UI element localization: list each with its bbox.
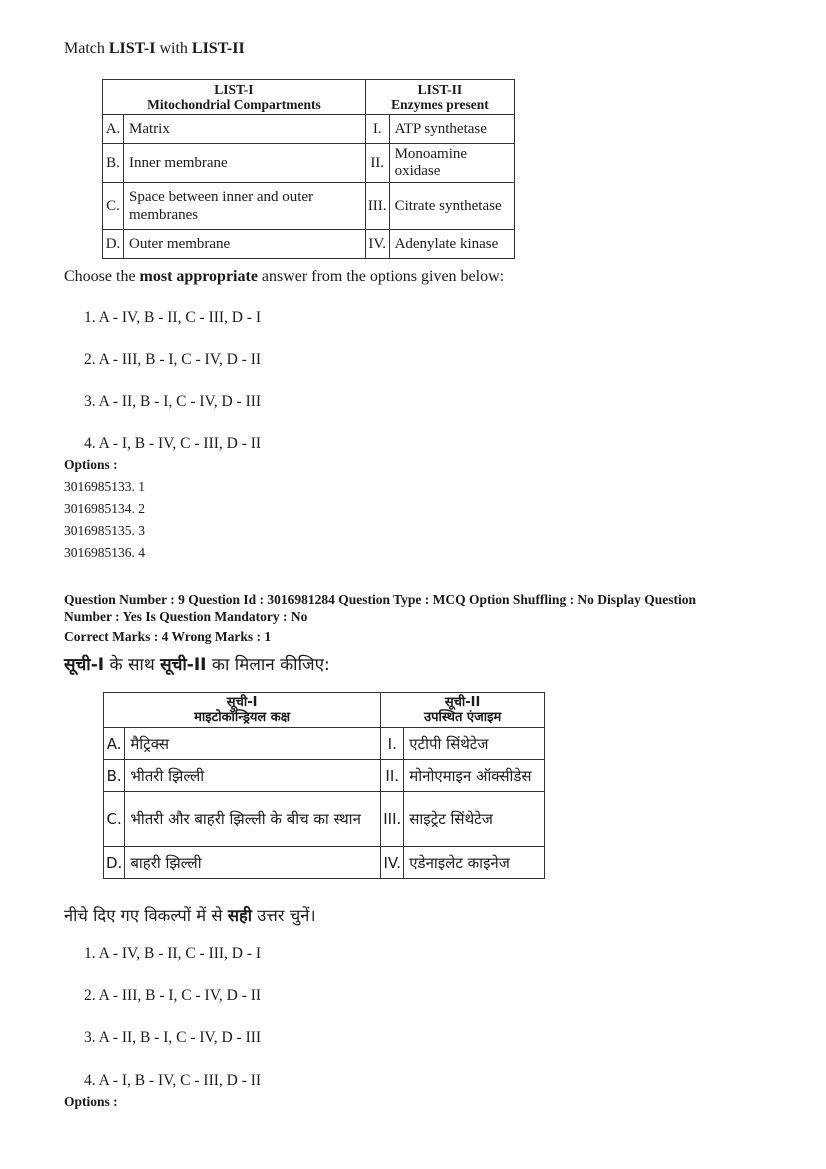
options-label: Options : <box>64 1094 118 1109</box>
heading-list2: LIST-II <box>191 40 245 57</box>
list1-subtitle: माइटोकॉन्ड्रियल कक्ष <box>194 710 291 725</box>
table-row <box>103 230 515 259</box>
table-header-row <box>104 693 545 728</box>
row-label: D. <box>103 230 124 259</box>
list2-title: LIST-II <box>417 82 463 97</box>
row-item: भीतरी और बाहरी झिल्ली के बीच का स्थान <box>125 792 381 847</box>
table-row <box>103 115 515 144</box>
list1-subtitle: Mitochondrial Compartments <box>147 97 321 112</box>
meta-line-1: Question Number : 9 Question Id : 3016981284 Question Type : MCQ Option Shuffling : No Display Question <box>64 592 696 607</box>
heading-mid-hindi: के साथ <box>104 655 161 675</box>
option-id: 3016985133. 1 <box>64 479 145 494</box>
choose-bold-hindi: सही <box>227 906 253 925</box>
row-item: भीतरी झिल्ली <box>125 760 381 792</box>
row-label: IV. <box>365 230 389 259</box>
marks-line: Correct Marks : 4 Wrong Marks : 1 <box>64 629 272 644</box>
answer-option-4: 4. A - I, B - IV, C - III, D - II <box>84 1072 262 1089</box>
heading-list1-hindi: सूची-I <box>64 655 105 675</box>
list2-header <box>381 693 545 728</box>
option-id: 3016985136. 4 <box>64 545 145 560</box>
match-heading-hindi <box>64 652 330 675</box>
table-header-row <box>103 80 515 115</box>
answer-option-2: 2. A - III, B - I, C - IV, D - II <box>84 351 262 368</box>
row-label: B. <box>103 144 124 183</box>
row-item: बाहरी झिल्ली <box>125 847 381 879</box>
list2-subtitle: उपस्थित एंजाइम <box>423 710 502 725</box>
choose-suffix: answer from the options given below: <box>257 268 505 285</box>
choose-suffix-hindi: उत्तर चुनें। <box>252 906 316 925</box>
row-item: एटीपी सिंथेटेज <box>404 728 545 760</box>
list1-title: सूची-I <box>226 695 258 710</box>
list1-header <box>103 80 366 115</box>
row-item: मोनोएमाइन ऑक्सीडेस <box>404 760 545 792</box>
row-item: Matrix <box>124 115 366 144</box>
list1-title: LIST-I <box>214 82 254 97</box>
row-label: I. <box>365 115 389 144</box>
match-heading <box>64 40 245 58</box>
row-label: II. <box>365 144 389 183</box>
answer-option-3: 3. A - II, B - I, C - IV, D - III <box>84 393 262 410</box>
row-label: IV. <box>381 847 404 879</box>
row-label: C. <box>103 183 124 230</box>
choose-prefix-hindi: नीचे दिए गए विकल्पों में से <box>64 906 228 925</box>
meta-line-2: Number : Yes Is Question Mandatory : No <box>64 609 308 624</box>
list2-header <box>365 80 514 115</box>
list2-title: सूची-II <box>444 695 481 710</box>
choose-instruction-hindi <box>64 903 316 926</box>
answer-option-1: 1. A - IV, B - II, C - III, D - I <box>84 945 262 962</box>
table-row <box>104 760 545 792</box>
row-item: मैट्रिक्स <box>125 728 381 760</box>
row-label: B. <box>104 760 125 792</box>
options-label: Options : <box>64 457 118 472</box>
choose-instruction <box>64 268 504 286</box>
row-item: Adenylate kinase <box>389 230 514 259</box>
row-item: Citrate synthetase <box>389 183 514 230</box>
heading-list2-hindi: सूची-II <box>160 655 207 675</box>
row-item: Inner membrane <box>124 144 366 183</box>
row-item: Monoamine oxidase <box>389 144 514 183</box>
row-item: Space between inner and outer membranes <box>124 183 366 230</box>
table-row <box>103 144 515 183</box>
choose-bold: most appropriate <box>139 268 258 285</box>
heading-prefix: Match <box>64 40 109 57</box>
table-row <box>104 792 545 847</box>
list2-subtitle: Enzymes present <box>391 97 489 112</box>
row-label: II. <box>381 760 404 792</box>
row-label: D. <box>104 847 125 879</box>
row-label: A. <box>104 728 125 760</box>
answer-option-2: 2. A - III, B - I, C - IV, D - II <box>84 987 262 1004</box>
option-id: 3016985135. 3 <box>64 523 145 538</box>
row-label: III. <box>365 183 389 230</box>
table-row <box>104 728 545 760</box>
heading-list1: LIST-I <box>108 40 156 57</box>
row-label: I. <box>381 728 404 760</box>
row-label: C. <box>104 792 125 847</box>
match-table-english <box>102 79 515 259</box>
row-item: ATP synthetase <box>389 115 514 144</box>
row-item: एडेनाइलेट काइनेज <box>404 847 545 879</box>
choose-prefix: Choose the <box>64 268 140 285</box>
answer-option-1: 1. A - IV, B - II, C - III, D - I <box>84 309 262 326</box>
question-meta <box>64 591 764 625</box>
match-table-hindi <box>103 692 545 879</box>
row-item: साइट्रेट सिंथेटेज <box>404 792 545 847</box>
table-row <box>103 183 515 230</box>
answer-option-3: 3. A - II, B - I, C - IV, D - III <box>84 1029 262 1046</box>
list1-header <box>104 693 381 728</box>
heading-suffix-hindi: का मिलान कीजिए: <box>206 655 330 675</box>
row-item: Outer membrane <box>124 230 366 259</box>
option-id: 3016985134. 2 <box>64 501 145 516</box>
row-label: III. <box>381 792 404 847</box>
heading-mid: with <box>155 40 192 57</box>
answer-option-4: 4. A - I, B - IV, C - III, D - II <box>84 435 262 452</box>
row-label: A. <box>103 115 124 144</box>
table-row <box>104 847 545 879</box>
